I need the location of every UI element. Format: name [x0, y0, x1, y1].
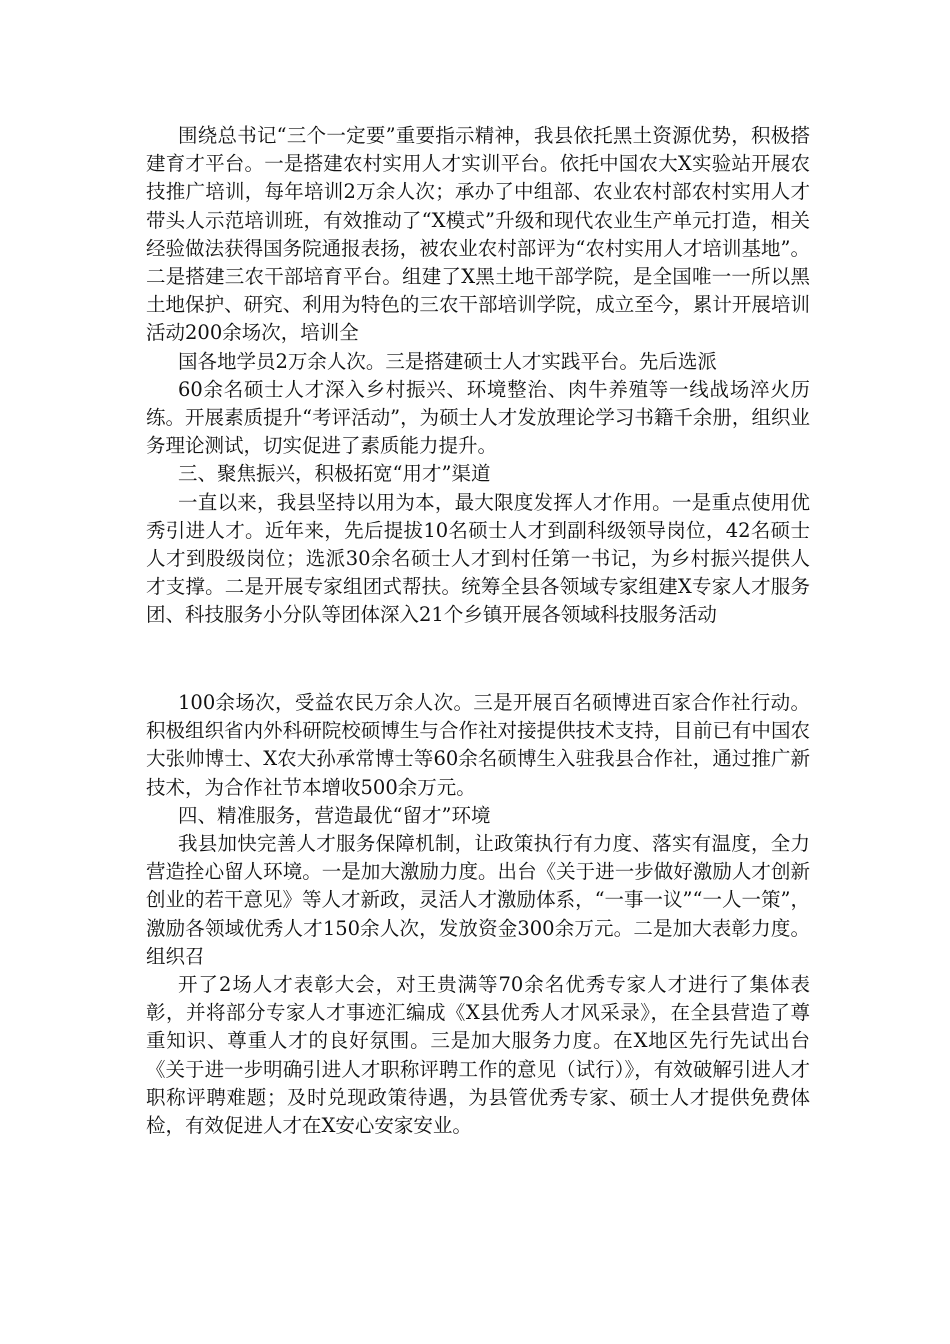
paragraph-trainees: 国各地学员2万余人次。三是搭建硕士人才实践平台。先后选派 — [178, 349, 717, 373]
section-heading-retain-talent: 四、精准服务，营造最优“留才”环境 — [178, 803, 491, 827]
paragraph-use-talent: 一直以来，我县坚持以用为本，最大限度发挥人才作用。一是重点使用优秀引进人才。近年来，先后提拔10名硕士人才到副科级领导岗位，42名硕士人才到股级岗位；选派30余名硕士人才到村任第一书记，为乡村振兴提供人才支撑。二是开展专家组团式帮扶。统筹全县各领域专家组建X专家人才服务团、科技服务小分队等团体深入21个乡镇开展各领域科技服务活动 — [146, 490, 810, 627]
paragraph-commendation: 开了2场人才表彰大会，对王贵满等70余名优秀专家人才进行了集体表彰，并将部分专家人才事迹汇编成《X县优秀人才风采录》，在全县营造了尊重知识、尊重人才的良好氛围。三是加大服务力度。在X地区先行先试出台《关于进一步明确引进人才职称评聘工作的意见（试行）》，有效破解引进人才职称评聘难题；及时兑现政策待遇，为县管优秀专家、硕士人才提供免费体检，有效促进人才在X安心安家安业。 — [146, 973, 810, 1138]
paragraph-masters-practice: 60余名硕士人才深入乡村振兴、环境整治、肉牛养殖等一线战场淬火历练。开展素质提升“考评活动”，为硕士人才发放理论学习书籍千余册，组织业务理论测试，切实促进了素质能力提升。 — [146, 377, 810, 458]
paragraph-incentives: 我县加快完善人才服务保障机制，让政策执行有力度、落实有温度，全力营造拴心留人环境。一是加大激励力度。出台《关于进一步做好激励人才创新创业的若干意见》等人才新政，灵活人才激励体系，“一事一议”“一人一策”，激励各领域优秀人才150余人次，发放资金300余万元。二是加大表彰力度。组织召 — [146, 832, 810, 968]
paragraph-talent-platforms: 围绕总书记“三个一定要”重要指示精神，我县依托黑土资源优势，积极搭建育才平台。一是搭建农村实用人才实训平台。依托中国农大X实验站开展农技推广培训，每年培训2万余人次；承办了中组部、农业农村部农村实用人才带头人示范培训班，有效推动了“X模式”升级和现代农业生产单元打造，相关经验做法获得国务院通报表扬，被农业农村部评为“农村实用人才培训基地”。二是搭建三农干部培育平台。组建了X黑土地干部学院，是全国唯一一所以黑土地保护、研究、利用为特色的三农干部培训学院，成立至今，累计开展培训活动200余场次，培训全 — [146, 124, 810, 345]
text-block-upper — [146, 122, 810, 630]
paragraph-cooperatives: 100余场次，受益农民万余人次。三是开展百名硕博进百家合作社行动。积极组织省内外科研院校硕博生与合作社对接提供技术支持，目前已有中国农大张帅博士、X农大孙承常博士等60余名硕博生入驻我县合作社，通过推广新技术，为合作社节本增收500余万元。 — [146, 691, 810, 799]
text-block-lower — [146, 689, 810, 1140]
section-heading-use-talent: 三、聚焦振兴，积极拓宽“用才”渠道 — [178, 462, 491, 486]
